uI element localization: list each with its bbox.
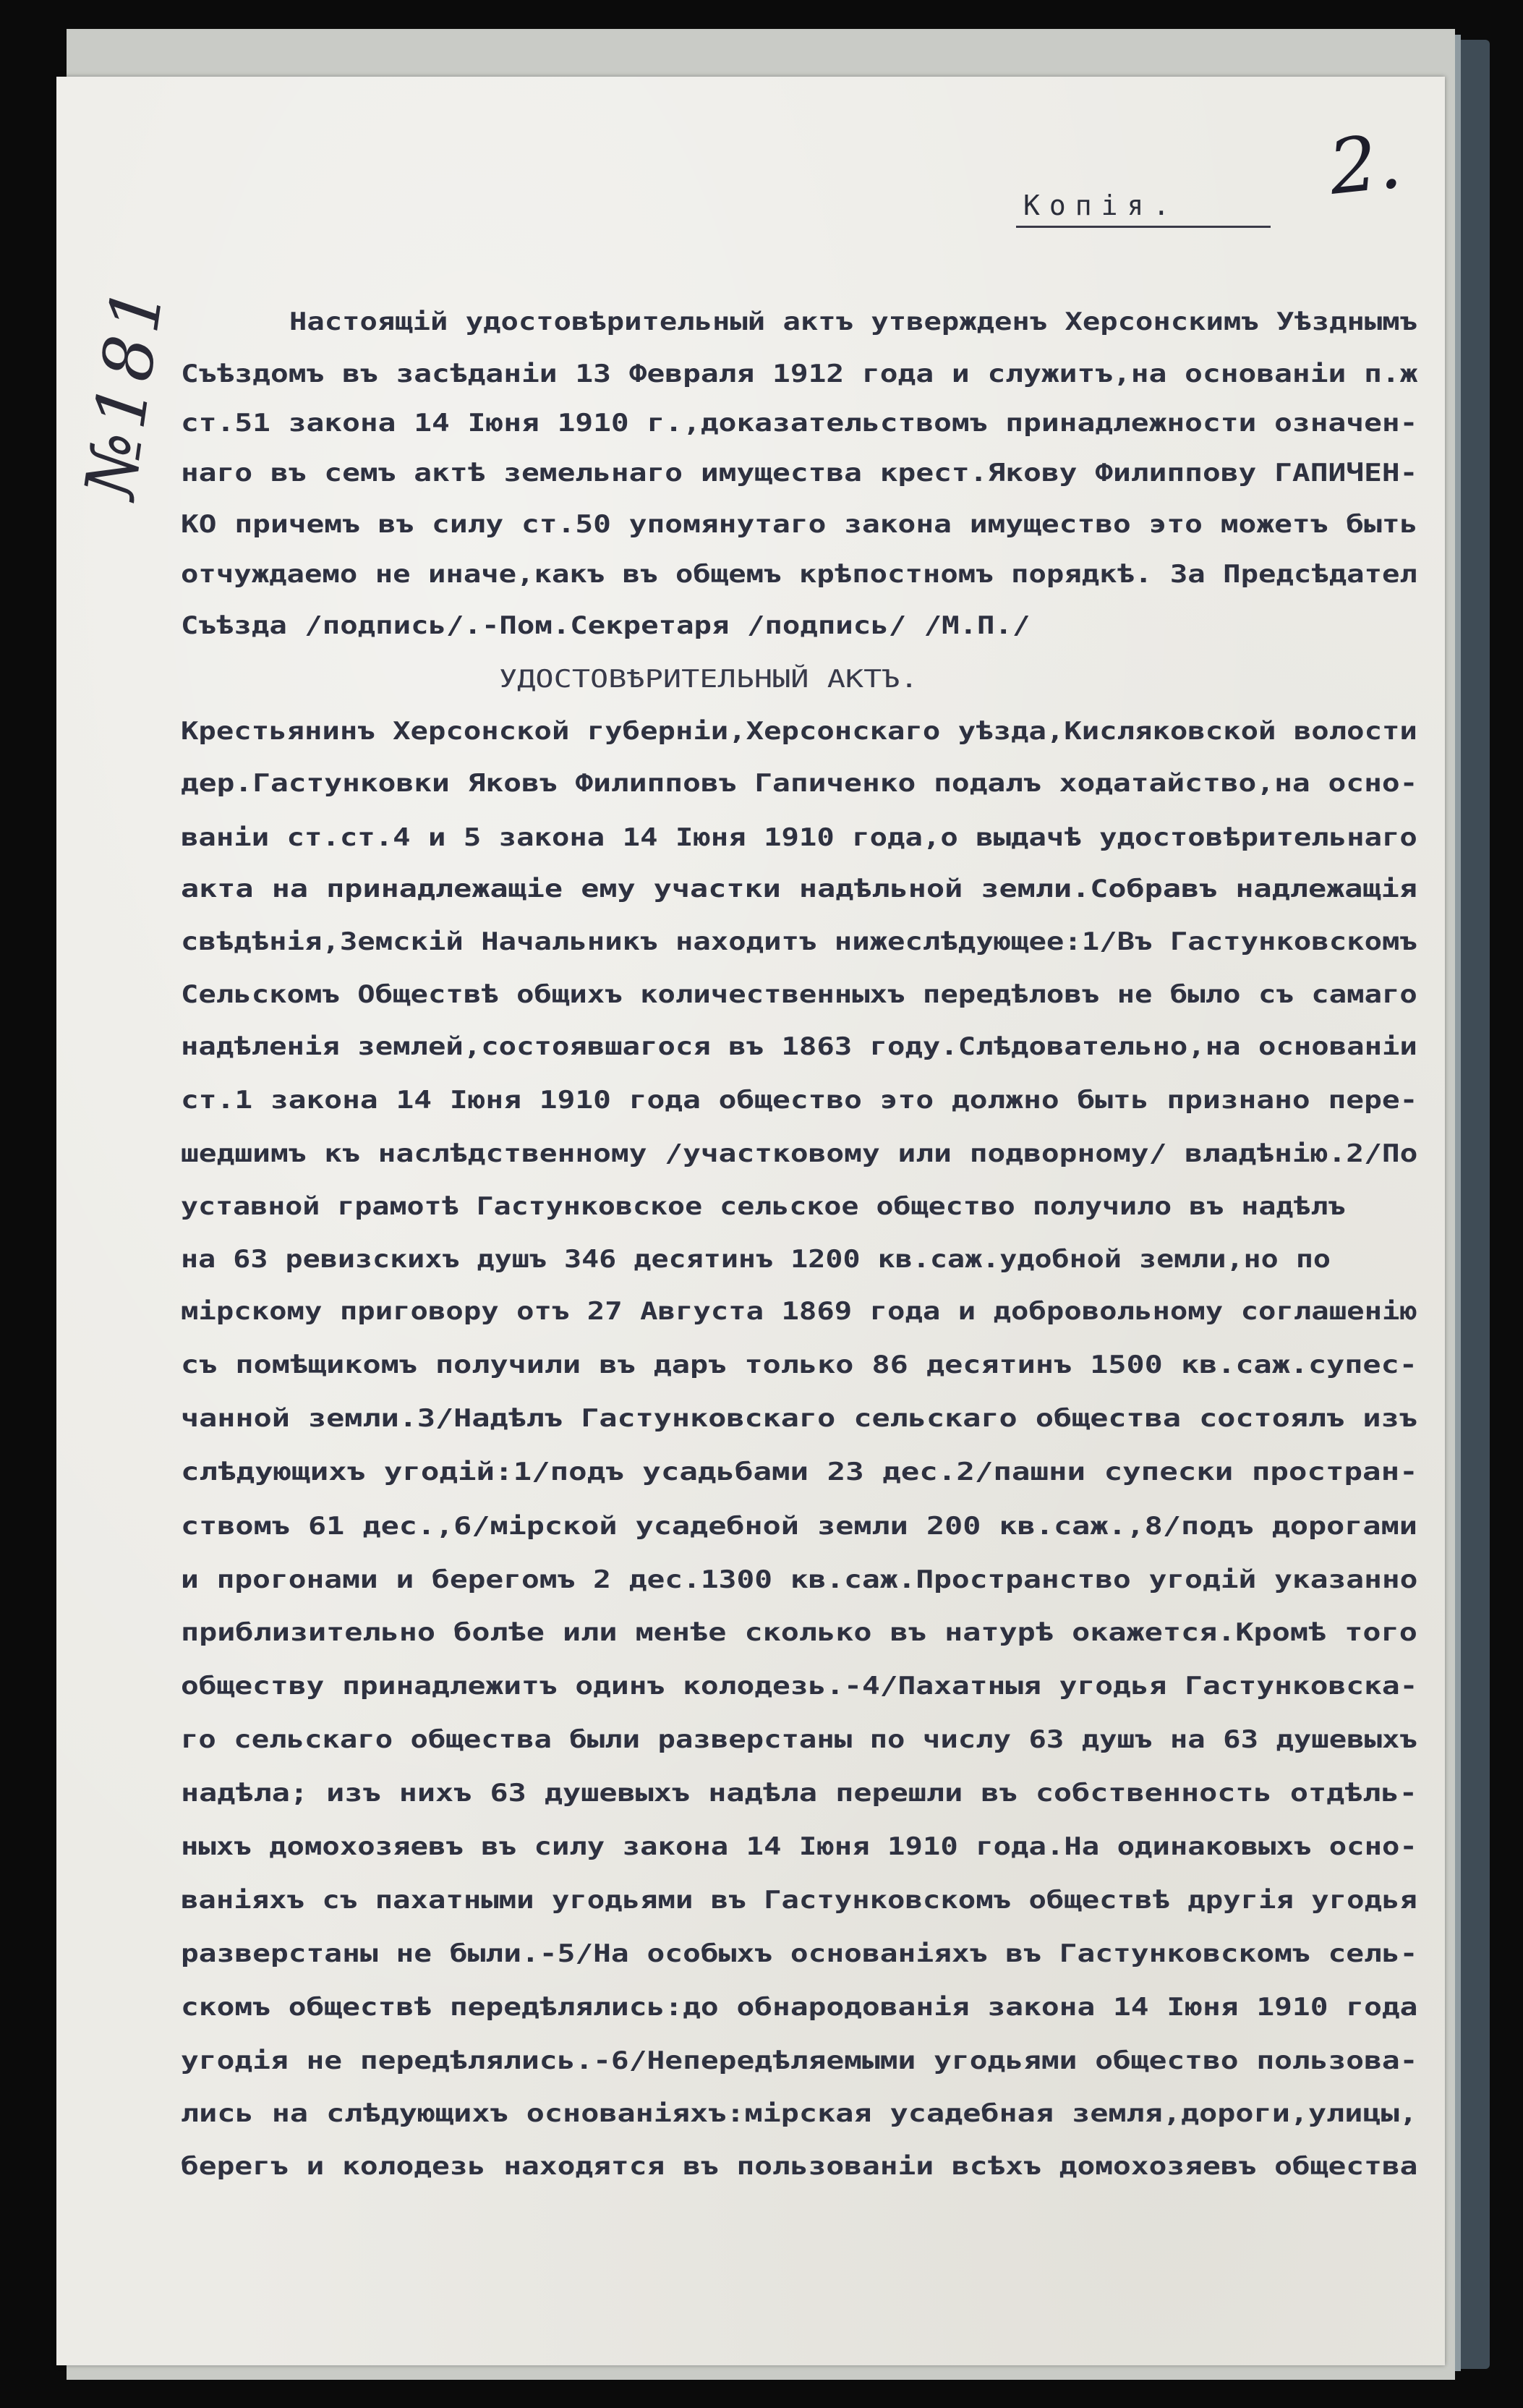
body-line: ст.51 закона 14 Іюня 1910 г.,доказательствомъ принадлежности означен-	[181, 409, 1418, 438]
act-title-line: УДОСТОВѢРИТЕЛЬНЫЙ АКТЪ.	[499, 665, 918, 694]
body-line: Съѣздомъ въ засѣданіи 13 Февраля 1912 года и служитъ,на основаніи п.ж	[181, 360, 1418, 388]
body-line: ныхъ домохозяевъ въ силу закона 14 Іюня 1910 года.На одинаковыхъ осно-	[181, 1832, 1417, 1861]
body-line: приблизительно болѣе или менѣе сколько въ натурѣ окажется.Кромѣ того	[181, 1618, 1417, 1647]
body-line: дер.Гастунковки Яковъ Филипповъ Гапиченко подалъ ходатайство,на осно-	[181, 769, 1418, 798]
body-line: и прогонами и берегомъ 2 дес.1300 кв.саж.Пространство угодій указанно	[181, 1565, 1418, 1594]
body-line: наго въ семъ актѣ земельнаго имущества крест.Якову Филиппову ГАПИЧЕН-	[181, 459, 1418, 488]
body-line: КО причемъ въ силу ст.50 упомянутаго закона имущество это можетъ быть	[181, 510, 1418, 539]
body-line: скомъ обществѣ передѣлялись:до обнародованія закона 14 Іюня 1910 года	[181, 1993, 1418, 2022]
body-line: отчуждаемо не иначе,какъ въ общемъ крѣпостномъ порядкѣ. За Предсѣдател	[181, 560, 1417, 589]
body-line: ст.1 закона 14 Іюня 1910 года общество это должно быть признано пере-	[181, 1086, 1418, 1115]
body-line: разверстаны не были.-5/На особыхъ основаніяхъ въ Гастунковскомъ сель-	[181, 1939, 1418, 1968]
handwritten-page-number: 2.	[1324, 116, 1406, 212]
body-line: ваніяхъ съ пахатными угодьями въ Гастунковскомъ обществѣ другія угодья	[181, 1886, 1417, 1915]
body-line: чанной земли.3/Надѣлъ Гастунковскаго сельскаго общества состоялъ изъ	[181, 1404, 1417, 1433]
body-line: Сельскомъ Обществѣ общихъ количественныхъ передѣловъ не было съ самаго	[181, 980, 1417, 1009]
body-line: Крестьянинъ Херсонской губерніи,Херсонскаго уѣзда,Кисляковской волости	[181, 717, 1417, 746]
body-line: свѣдѣнія,Земскій Начальникъ находитъ нижеслѣдующее:1/Въ Гастунковскомъ	[181, 927, 1417, 956]
body-line: лись на слѣдующихъ основаніяхъ:мірская усадебная земля,дороги,улицы,	[181, 2099, 1417, 2128]
body-line: ствомъ 61 дес.,6/мірской усадебной земли 200 кв.саж.,8/подъ дорогами	[181, 1512, 1417, 1541]
body-line: го сельскаго общества были разверстаны по числу 63 душъ на 63 душевыхъ	[181, 1725, 1417, 1754]
body-line: уставной грамотѣ Гастунковское сельское общество получило въ надѣлъ	[181, 1192, 1346, 1221]
body-line: надѣленія землей,состоявшагося въ 1863 году.Слѣдовательно,на основаніи	[181, 1032, 1417, 1061]
body-line: съ помѣщикомъ получили въ даръ только 86 десятинъ 1500 кв.саж.супес-	[181, 1350, 1417, 1379]
body-line: на 63 ревизскихъ душъ 346 десятинъ 1200 кв.саж.удобной земли,но по	[181, 1245, 1331, 1274]
body-line: обществу принадлежитъ одинъ колодезь.-4/Пахатныя угодья Гастунковска-	[181, 1672, 1418, 1701]
body-line: надѣла; изъ нихъ 63 душевыхъ надѣла перешли въ собственность отдѣль-	[181, 1779, 1417, 1808]
body-line: слѣдующихъ угодій:1/подъ усадьбами 23 дес.2/пашни супески простран-	[181, 1458, 1418, 1486]
body-line: берегъ и колодезь находятся въ пользованіи всѣхъ домохозяевъ общества	[181, 2152, 1418, 2181]
body-line: Настоящій удостовѣрительный актъ утвержденъ Херсонскимъ Уѣзднымъ	[289, 307, 1418, 336]
body-line: шедшимъ къ наслѣдственному /участковому или подворному/ владѣнію.2/По	[181, 1139, 1418, 1168]
body-line: Съѣзда /подпись/.-Пом.Секретаря /подпись/ /М.П./	[181, 611, 1031, 640]
body-line: ваніи ст.ст.4 и 5 закона 14 Іюня 1910 года,о выдачѣ удостовѣрительнаго	[181, 823, 1417, 852]
document-heading: Копія.	[1023, 190, 1179, 221]
heading-underline	[1016, 226, 1271, 228]
body-line: угодія не передѣлялись.-6/Непередѣляемыми угодьями общество пользова-	[181, 2046, 1418, 2075]
body-line: акта на принадлежащіе ему участки надѣльной земли.Собравъ надлежащія	[181, 875, 1417, 903]
handwritten-margin-note: №181	[69, 278, 180, 503]
body-line: мірскому приговору отъ 27 Августа 1869 года и добровольному соглашенію	[181, 1297, 1417, 1326]
